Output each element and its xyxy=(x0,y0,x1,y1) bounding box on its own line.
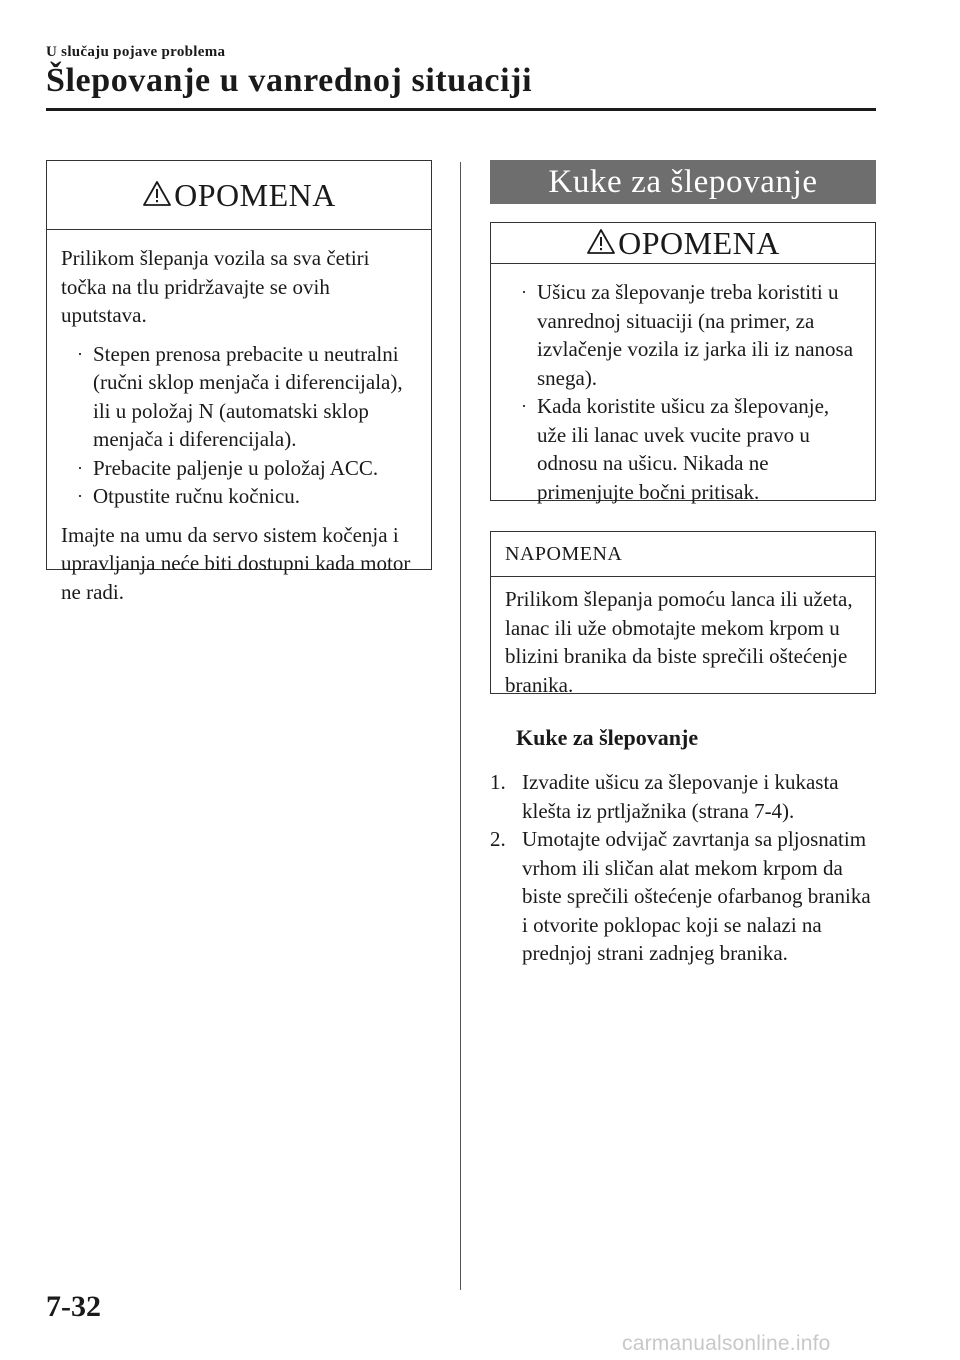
bullet-dot-icon: · xyxy=(521,282,527,302)
warning-bullet: · Ušicu za šlepovanje treba koristiti u vanrednoj situaciji (na primer, za izvlačenje vozila iz jarka ili iz nanosa snega). xyxy=(505,278,863,392)
section-label: U slučaju pojave problema xyxy=(46,44,226,60)
note-text: Prilikom šlepanja pomoću lanca ili užeta, lanac ili uže obmotajte mekom krpom u blizini branika da biste sprečili oštećenje branika. xyxy=(505,587,853,697)
warning-heading-text: OPOMENA xyxy=(618,224,780,261)
warning-triangle-icon xyxy=(586,228,616,255)
subheading: Kuke za šlepovanje xyxy=(516,725,699,750)
warning-box-right xyxy=(490,222,876,504)
bullet-dot-icon: · xyxy=(521,396,527,416)
warning-bullet: · Otpustite ručnu kočnicu. xyxy=(61,482,419,511)
note-heading: NAPOMENA xyxy=(491,532,875,577)
bullet-dot-icon: · xyxy=(77,343,83,364)
warning-bullet: · Kada koristite ušicu za šlepovanje, uže ili lanac uvek vucite pravo u odnosu na ušicu. Nikada ne primenjujte bočni pritisak. xyxy=(505,392,863,506)
list-item: 1. Izvadite ušicu za šlepovanje i kukasta klešta iz prtljažnika (strana 7-4). xyxy=(490,770,839,823)
bullet-dot-icon: · xyxy=(77,486,83,506)
page-number: 7-32 xyxy=(46,1290,101,1323)
bullet-dot-icon: · xyxy=(77,457,83,478)
warning-bullet: · Prebacite paljenje u položaj ACC. xyxy=(61,454,419,483)
warning-heading xyxy=(47,161,431,230)
warning-bullet: · Stepen prenosa prebacite u neutralni (ručni sklop menjača i diferencijala), ili u položaj N (automatski sklop menjača i diferencijala). xyxy=(61,340,419,454)
warning-heading-text: OPOMENA xyxy=(174,176,336,213)
warning-intro: Prilikom šlepanja vozila sa sva četiri točka na tlu pridržavajte se ovih uputstava. xyxy=(61,246,370,327)
section-banner: Kuke za šlepovanje xyxy=(490,160,876,204)
warning-heading xyxy=(491,223,875,264)
warning-outro: Imajte na umu da servo sistem kočenja i upravljanja neće biti dostupni kada motor ne radi. xyxy=(61,522,411,604)
warning-box-left xyxy=(46,160,432,604)
note-box xyxy=(490,531,876,697)
warning-triangle-icon xyxy=(142,180,172,207)
column-divider xyxy=(460,162,461,1290)
page-title: Šlepovanje u vanrednoj situaciji xyxy=(46,62,533,99)
list-item: 2. Umotajte odvijač zavrtanja sa pljosnatim vrhom ili sličan alat mekom krpom da biste sprečili oštećenje ofarbanog branika i otvorite poklopac koji se nalazi na prednjoj strani zadnjeg branika. xyxy=(490,827,871,965)
title-divider xyxy=(46,108,876,111)
steps-list xyxy=(490,768,876,968)
footer-site-link[interactable]: carmanualsonline.info xyxy=(622,1332,831,1355)
